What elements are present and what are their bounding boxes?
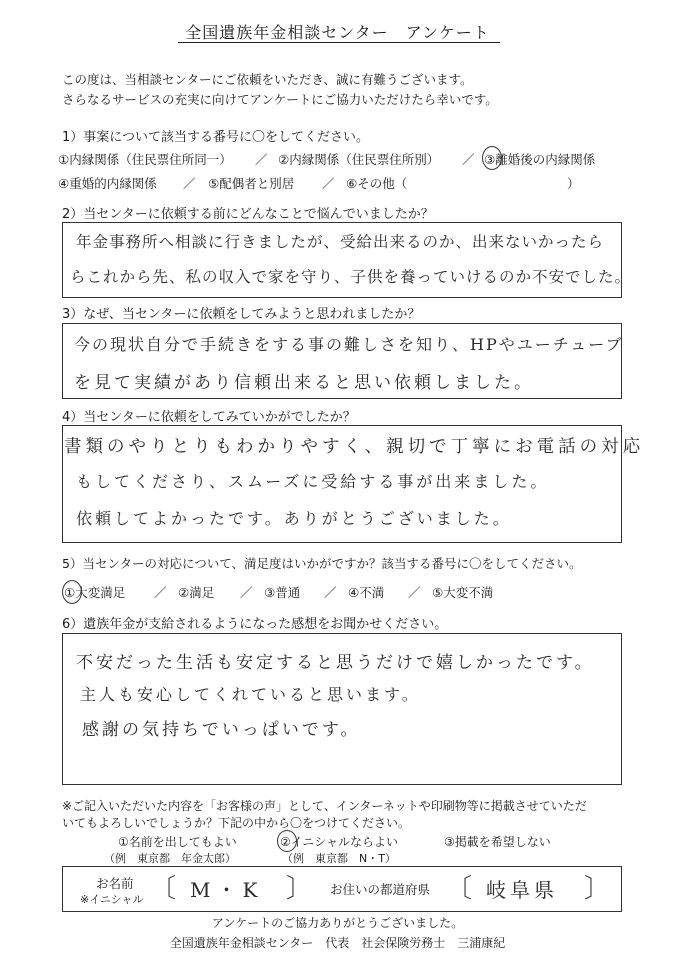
q2-question: 2）当センターに依頼する前にどんなことで悩んでいましたか？ bbox=[62, 207, 434, 222]
q1-option-6-close: ） bbox=[567, 176, 580, 191]
q3-question: 3）なぜ、当センターに依頼をしてみようと思われましたか？ bbox=[62, 307, 421, 322]
q6-answer-line-3: 感謝の気持ちでいっぱいです。 bbox=[82, 720, 361, 740]
q6-question: 6）遺族年金が支給されるようになった感想をお聞かせください。 bbox=[62, 617, 448, 632]
q1-option-4[interactable]: ④重婚的内縁関係 bbox=[58, 176, 157, 191]
consent-selection-circle bbox=[277, 830, 297, 852]
q5-question: 5）当センターの対応について、満足度はいかがですか？該当する番号に〇をしてください。 bbox=[62, 556, 582, 571]
q4-answer-line-3: 依頼してよかったです。ありがとうございました。 bbox=[76, 509, 512, 528]
consent-text-1: ※ご記入いただいた内容を「お客様の声」として、インターネットや印刷物等に掲載させていただ bbox=[62, 799, 587, 813]
q1-option-5[interactable]: ⑤配偶者と別居 bbox=[208, 176, 295, 191]
q5-separator: ／ bbox=[408, 585, 421, 600]
q1-option-6[interactable]: ⑥その他（ bbox=[346, 176, 408, 191]
name-close-bracket: 〕 bbox=[286, 874, 313, 904]
title-underline bbox=[178, 42, 500, 43]
intro-line-2: さらなるサービスの充実に向けてアンケートにご協力いただけたら幸いです。 bbox=[62, 92, 498, 107]
consent-option-1-example: （例 東京都 年金太郎） bbox=[104, 852, 236, 865]
closing-signature: 全国遺族年金相談センター 代表 社会保険労務士 三浦康紀 bbox=[169, 936, 506, 950]
name-open-bracket: 〔 bbox=[150, 874, 177, 904]
q1-separator: ／ bbox=[462, 152, 475, 167]
q4-question: 4）当センターに依頼をしてみていかがでしたか？ bbox=[62, 410, 356, 425]
q1-option-3[interactable]: ③離婚後の内縁関係 bbox=[484, 152, 596, 167]
name-sublabel: ※イニシャル bbox=[80, 893, 144, 906]
name-value[interactable]: M・K bbox=[190, 878, 264, 902]
q5-separator: ／ bbox=[154, 585, 167, 600]
q5-option-2[interactable]: ②満足 bbox=[178, 585, 215, 600]
q3-answer-line-1: 今の現状自分で手続きをする事の難しさを知り、HPやユーチューブ bbox=[74, 335, 624, 354]
survey-title: 全国遺族年金相談センター アンケート bbox=[185, 23, 490, 42]
consent-option-2[interactable]: ②イニシャルならよい bbox=[280, 835, 399, 849]
q4-answer-line-1: 書類のやりとりもわかりやすく、親切で丁寧にお電話の対応 bbox=[64, 437, 645, 457]
name-label: お名前 bbox=[96, 876, 134, 891]
q6-answer-line-1: 不安だった生活も安定すると思うだけで嬉しかったです。 bbox=[76, 653, 595, 673]
q4-answer-line-2: もしてくださり、スムーズに受給する事が出来ました。 bbox=[76, 472, 550, 491]
intro-line-1: この度は、当相談センターにご依頼をいただき、誠に有難うございます。 bbox=[62, 72, 473, 87]
q1-selection-circle bbox=[482, 146, 502, 170]
q5-option-5[interactable]: ⑤大変不満 bbox=[432, 585, 494, 600]
q1-option-1[interactable]: ①内縁関係（住民票住所同一） bbox=[58, 152, 232, 167]
q5-option-1[interactable]: ①大変満足 bbox=[64, 585, 126, 600]
q5-option-4[interactable]: ④不満 bbox=[348, 585, 385, 600]
q5-selection-circle bbox=[62, 580, 82, 604]
q5-separator: ／ bbox=[240, 585, 253, 600]
q2-answer-line-2: らこれから先、私の収入で家を守り、子供を養っていけるのか不安でした。 bbox=[70, 268, 632, 286]
prefecture-open-bracket: 〔 bbox=[446, 874, 473, 904]
prefecture-label: お住いの都道府県 bbox=[330, 882, 431, 897]
q3-answer-line-2: を見て実績があり信頼出来ると思い依頼しました。 bbox=[74, 373, 534, 393]
prefecture-value[interactable]: 岐阜県 bbox=[486, 878, 558, 902]
consent-option-2-example: （例 東京都 N・T） bbox=[282, 852, 396, 865]
q5-option-3[interactable]: ③普通 bbox=[264, 585, 301, 600]
q1-separator: ／ bbox=[322, 176, 335, 191]
q1-separator: ／ bbox=[255, 152, 268, 167]
consent-text-2: いてもよろしいでしょうか？下記の中から〇をつけてください。 bbox=[62, 816, 411, 830]
q6-answer-line-2: 主人も安心してくれていると思います。 bbox=[80, 685, 421, 704]
q1-option-2[interactable]: ②内縁関係（住民票住所別） bbox=[278, 152, 440, 167]
q5-separator: ／ bbox=[324, 585, 337, 600]
consent-option-1[interactable]: ①名前を出してもよい bbox=[118, 835, 237, 849]
consent-option-3[interactable]: ③掲載を希望しない bbox=[444, 835, 551, 849]
closing-thanks: アンケートのご協力ありがとうございました。 bbox=[211, 916, 464, 930]
q2-answer-line-1: 年金事務所へ相談に行きましたが、受給出来るのか、出来ないかったら bbox=[76, 233, 605, 251]
q1-separator: ／ bbox=[183, 176, 196, 191]
q1-question: 1）事案について該当する番号に〇をしてください。 bbox=[62, 130, 370, 145]
prefecture-close-bracket: 〕 bbox=[584, 874, 611, 904]
